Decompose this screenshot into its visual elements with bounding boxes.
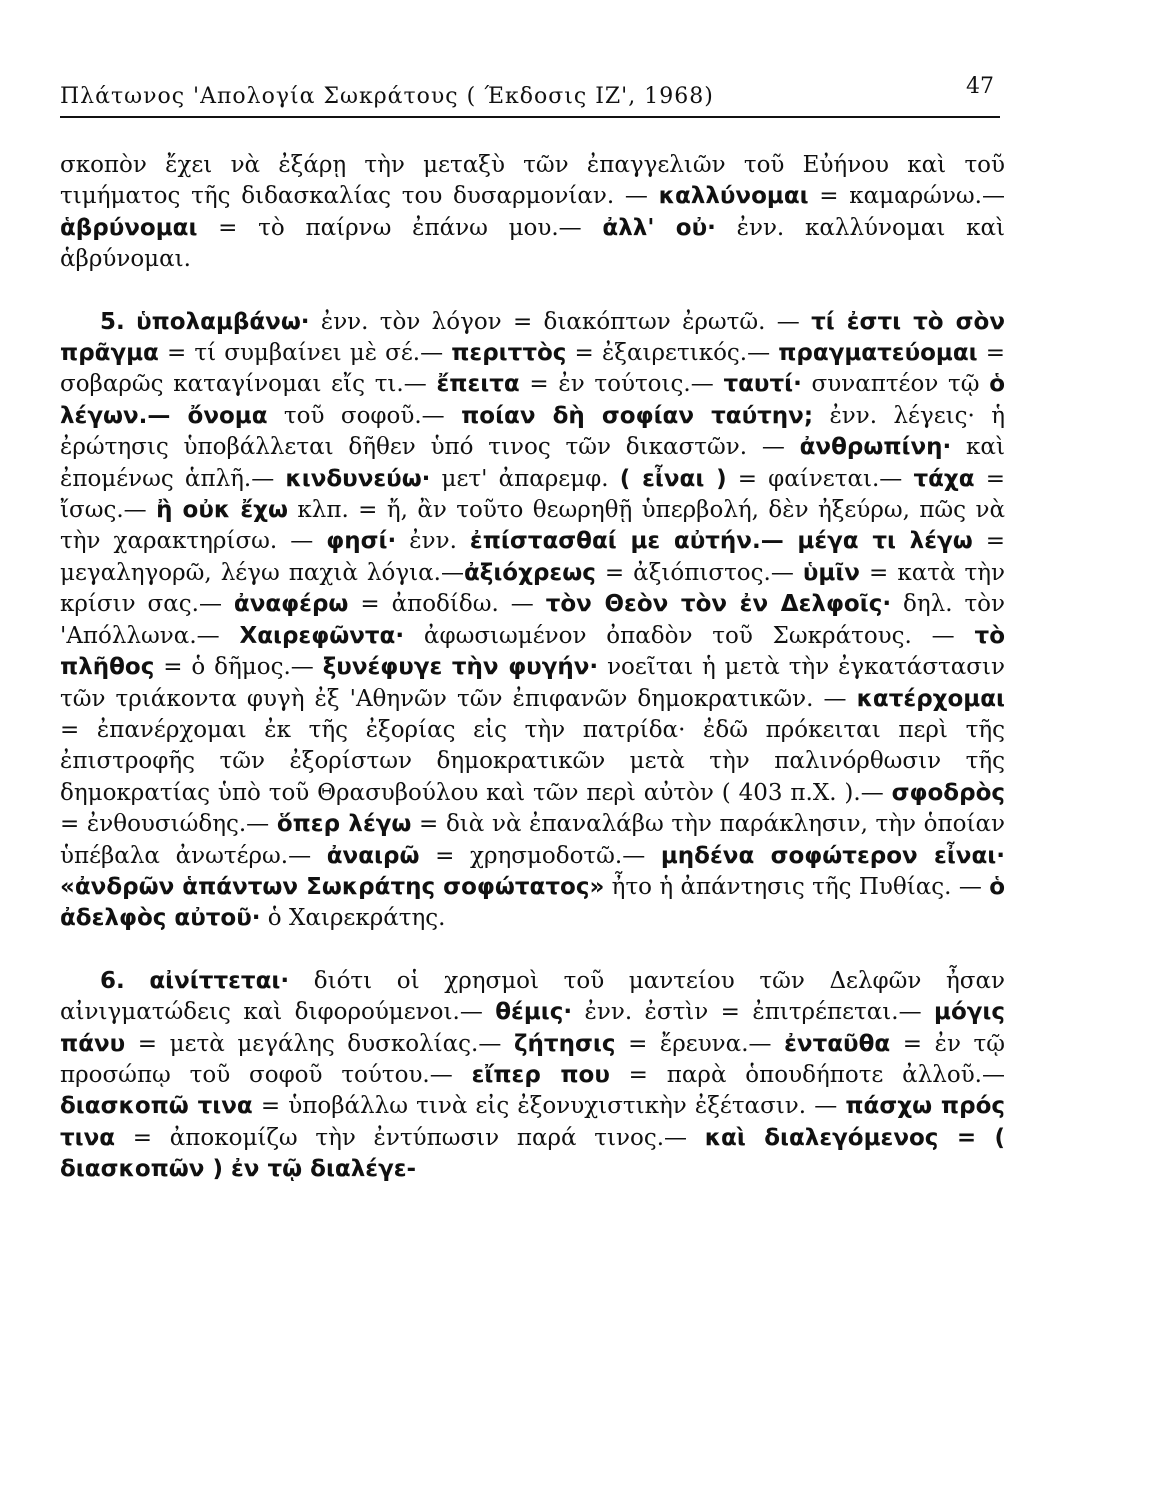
lemma-term: ἁβρύνομαι [60, 214, 198, 241]
lemma-term: ὁ ἀδελφὸς αὐτοῦ· [60, 873, 1005, 932]
gloss-text: = ἐξαιρετικός.— [566, 340, 779, 367]
gloss-text: κλπ. = ἤ, ἂν τοῦτο θεωρηθῇ ὑπερβολή, δὲν ἠξεύρω, πῶς νὰ τὴν χαρακτηρίσω. — [60, 497, 1005, 555]
lemma-term: ἀνθρωπίνη· [799, 434, 952, 461]
lemma-term: ἀναφέρω [233, 591, 349, 618]
lemma-term: ( εἶναι ) [619, 465, 727, 492]
lemma-term: ὁ λέγων.— ὄνομα [60, 371, 1005, 429]
lemma-term: ταυτί· [723, 371, 802, 398]
gloss-text: ἐνν. [396, 528, 470, 555]
gloss-text: = ἐν τῷ προσώπῳ τοῦ σοφοῦ τούτου.— [60, 1030, 1006, 1088]
lemma-term: ἢ οὐκ ἔχω [156, 497, 288, 524]
gloss-text: = μετὰ μεγάλης δυσκολίας.— [125, 1030, 514, 1057]
gloss-text: = ἐπανέρχομαι ἐκ τῆς ἐξορίας εἰς τὴν πατρίδα· ἐδῶ πρόκειται περὶ τῆς ἐπιστροφῆς τῶν ἐξορίστων δημοκρατικῶν μετὰ τὴν παλινόρθωσιν τῆς δημοκρατίας ὑπὸ τοῦ Θρασυβούλου καὶ τῶν περὶ αὐτὸν ( 403 π.Χ. ).— [60, 716, 1005, 806]
section-number: 6. [100, 967, 125, 994]
gloss-text: = σοβαρῶς καταγίνομαι εἴς τι.— [60, 340, 1005, 398]
lemma-term: ὅπερ λέγω [276, 811, 412, 838]
gloss-text: = ἀξιόπιστος.— [595, 559, 803, 586]
lemma-term: μόγις πάνυ [60, 999, 1006, 1057]
lemma-term: ἐνταῦθα [784, 1030, 891, 1057]
gloss-text: ἐνν. λέγεις· ἡ ἐρώτησις ὑποβάλλεται δῆθεν ὑπό τινος τῶν δικαστῶν. — [60, 402, 1006, 461]
lemma-term: ἐπίστασθαί με αὐτήν.— μέγα τι λέγω [469, 528, 973, 555]
gloss-text: = παρὰ ὁπουδήποτε ἀλλοῦ.— [609, 1061, 1005, 1088]
lemma-term: κινδυνεύω· [285, 465, 431, 492]
lemma-term: ἀλλ' οὐ· [602, 214, 716, 241]
gloss-text: = τί συμβαίνει μὲ σέ.— [158, 340, 452, 367]
gloss-text: = διὰ νὰ ἐπαναλάβω τὴν παράκλησιν, τὴν ὁποίαν ὑπέβαλα ἀνωτέρω.— [60, 811, 1006, 869]
lemma-term: ξυνέφυγε τὴν φυγήν· [322, 654, 599, 681]
header-title: Πλάτωνος 'Απολογία Σωκράτους ( Έκδοσις ΙΖ', 1968) [60, 84, 714, 109]
paragraph-gap [60, 276, 1005, 307]
lemma-term: πραγματεύομαι [778, 340, 978, 367]
lemma-term: καλλύνομαι [658, 183, 809, 210]
gloss-text: = τὸ παίρνω ἐπάνω μου.— [197, 214, 603, 241]
lemma-term: Χαιρεφῶντα· [239, 622, 405, 649]
lemma-term: μηδένα σοφώτερον εἶναι· «ἀνδρῶν ἁπάντων Σωκράτης σοφώτατος» [60, 842, 1005, 900]
lemma-term: ἀξιόχρεως [463, 559, 596, 586]
gloss-text: = καμαρώνω.— [808, 183, 1005, 210]
lemma-term: ἔπειτα [436, 371, 520, 398]
lemma-term: ποίαν δὴ σοφίαν ταύτην; [461, 402, 814, 429]
paragraph-continuation [60, 150, 1005, 276]
lemma-term: ὑπολαμβάνω· [136, 308, 310, 335]
lemma-term: κατέρχομαι [856, 685, 1005, 712]
lemma-term: σφοδρὸς [891, 779, 1005, 806]
lemma-term: τάχα [913, 465, 975, 492]
gloss-text: = ἐνθουσιώδης.— [60, 811, 277, 838]
lemma-term: ὑμῖν [802, 559, 860, 586]
gloss-text: = μεγαληγορῶ, λέγω παχιὰ λόγια.— [60, 528, 1005, 586]
lemma-term: ζήτησις [513, 1030, 616, 1057]
gloss-text: ἦτο ἡ ἀπάντησις τῆς Πυθίας. — [604, 873, 990, 900]
gloss-text: = φαίνεται.— [726, 465, 914, 492]
paragraph-section-6 [60, 966, 1005, 1186]
lemma-term: πάσχω πρός τινα [60, 1093, 1006, 1151]
gloss-text: συναπτέον τῷ [801, 371, 990, 398]
gloss-text: ἐνν. τὸν λόγον = διακόπτων ἐρωτῶ. — [309, 308, 812, 335]
gloss-text: = ἴσως.— [60, 465, 1005, 524]
gloss-text: = ὑποβάλλω τινὰ εἰς ἐξονυχιστικὴν ἐξέτασιν. — [252, 1093, 846, 1120]
gloss-text: νοεῖται ἡ μετὰ τὴν ἐγκατάστασιν τῶν τριάκοντα φυγὴ ἐξ 'Αθηνῶν τῶν ἐπιφανῶν δημοκρατικῶν. — [60, 654, 1005, 712]
gloss-text: ἐνν. καλλύνομαι καὶ ἁβρύνομαι. [60, 214, 1006, 273]
gloss-text: διότι οἱ χρησμοὶ τοῦ μαντείου τῶν Δελφῶν ἦσαν αἰνιγματώδεις καὶ διφορούμενοι.— [60, 967, 1005, 1026]
gloss-text: καὶ ἐπομένως ἁπλῆ.— [60, 434, 1005, 492]
lemma-term: αἰνίττεται· [149, 967, 290, 994]
gloss-text: τοῦ σοφοῦ.— [267, 402, 462, 429]
gloss-text: = ἀποδίδω. — [348, 591, 546, 618]
gloss-text: = ἐν τούτοις.— [519, 371, 724, 398]
lemma-term: περιττὸς [451, 340, 567, 367]
page-number: 47 [966, 74, 994, 99]
gloss-text: σκοπὸν ἔχει νὰ ἐξάρῃ τὴν μεταξὺ τῶν ἐπαγγελιῶν τοῦ Εὐήνου καὶ τοῦ τιμήματος τῆς διδασκαλίας του δυσαρμονίαν. — [60, 152, 1005, 210]
lemma-term: θέμις· [495, 999, 573, 1026]
lemma-term: εἴπερ που [471, 1061, 610, 1088]
running-header [60, 74, 1000, 118]
gloss-text: = κατὰ τὴν κρίσιν σας.— [60, 559, 1006, 618]
lemma-term: τί ἐστι τὸ σὸν πρᾶγμα [60, 308, 1005, 367]
lemma-term: τὸ πλῆθος [60, 622, 1005, 681]
gloss-text: μετ' ἀπαρεμφ. [430, 465, 620, 492]
gloss-text: δηλ. τὸν 'Απόλλωνα.— [60, 591, 1006, 649]
gloss-text: ἐνν. ἐστὶν = ἐπιτρέπεται.— [572, 999, 935, 1026]
gloss-text: ἀφωσιωμένον ὀπαδὸν τοῦ Σωκράτους. — [404, 622, 975, 649]
lemma-term: ἀναιρῶ [326, 842, 420, 869]
lemma-term: φησί· [326, 528, 397, 555]
gloss-text: = ὁ δῆμος.— [154, 654, 323, 681]
lemma-term: τὸν Θεὸν τὸν ἐν Δελφοῖς· [545, 591, 892, 618]
gloss-text: ὁ Χαιρεκράτης. [260, 905, 446, 932]
lemma-term: καὶ διαλεγόμενος = ( διασκοπῶν ) ἐν τῷ διαλέγε- [60, 1124, 1005, 1183]
gloss-text: = ἔρευνα.— [615, 1030, 785, 1057]
gloss-text: = ἀποκομίζω τὴν ἐντύπωσιν παρά τινος.— [115, 1124, 705, 1151]
lemma-term: διασκοπῶ τινα [60, 1093, 253, 1120]
section-number: 5. [100, 308, 125, 335]
commentary-body [60, 150, 1005, 1186]
paragraph-section-5 [60, 307, 1005, 935]
paragraph-gap [60, 935, 1005, 966]
gloss-text: = χρησμοδοτῶ.— [419, 842, 661, 869]
